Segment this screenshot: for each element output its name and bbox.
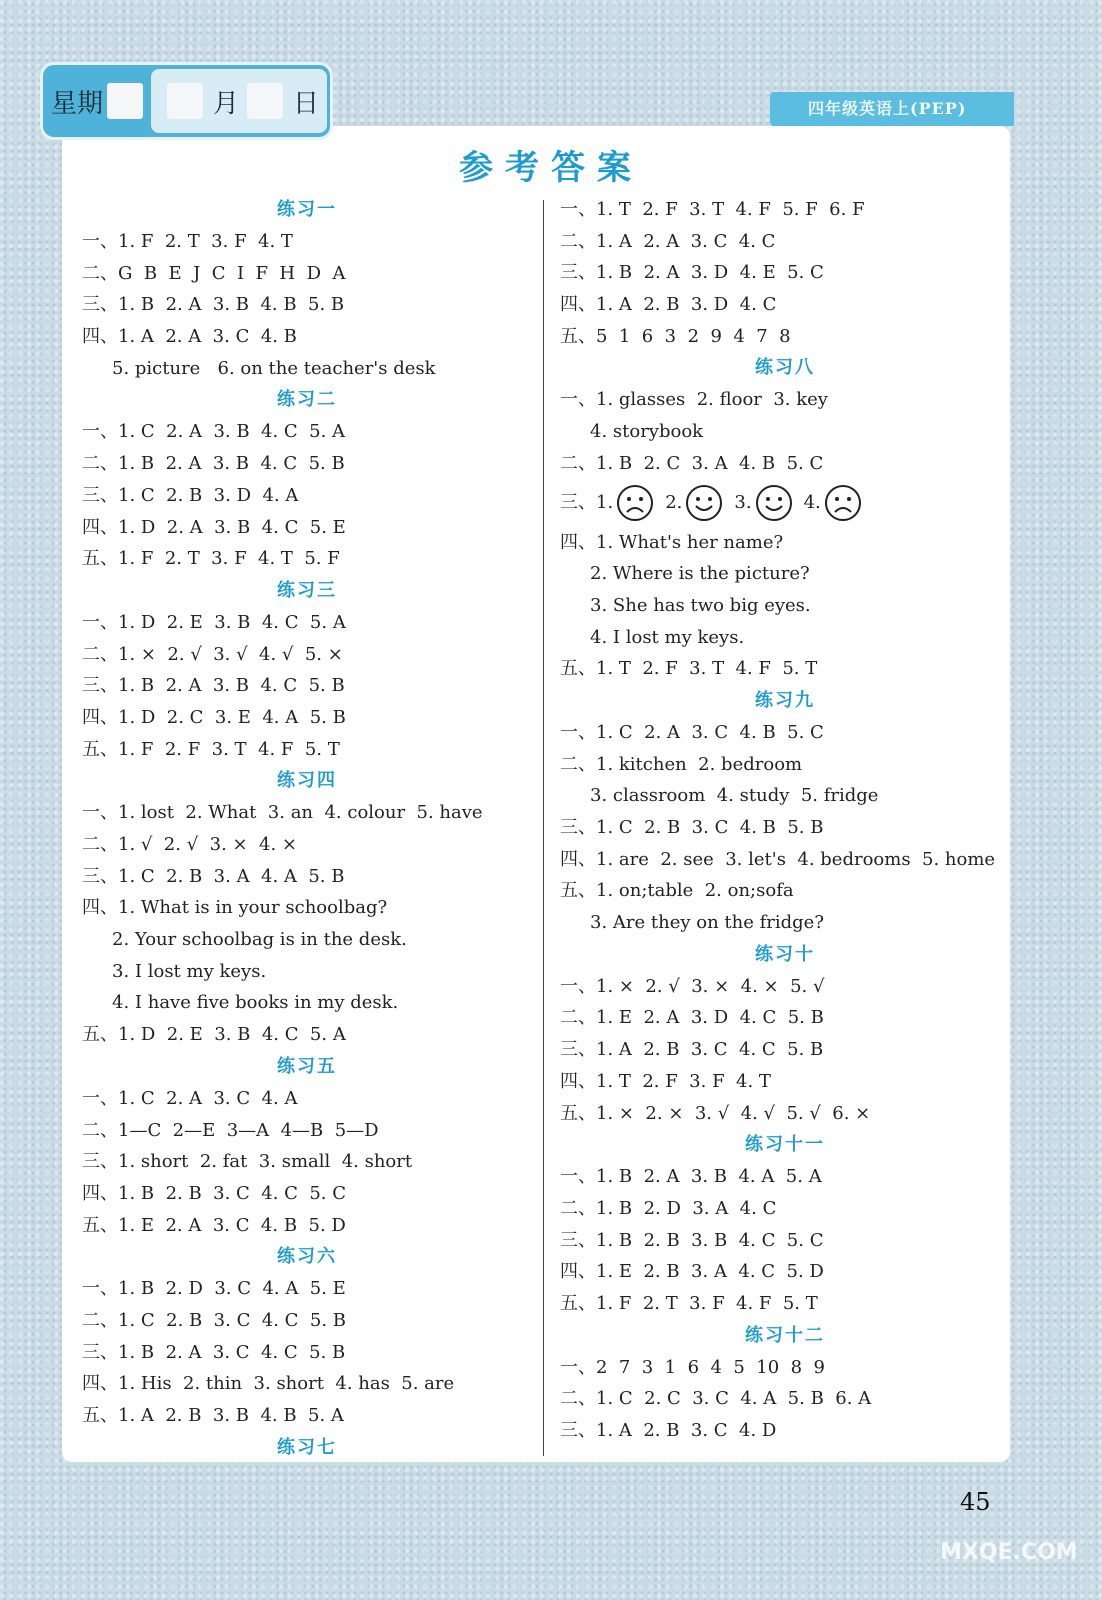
answer-line: 五、1. F 2. F 3. T 4. F 5. T — [82, 738, 340, 760]
section-heading: 练习六 — [277, 1246, 337, 1268]
section-heading: 练习十 — [755, 943, 815, 965]
answer-line: 五、1. T 2. F 3. T 4. F 5. T — [560, 658, 818, 680]
answer-line: 四、1. A 2. A 3. C 4. B — [82, 326, 297, 348]
grade-banner: 四年级英语上(PEP) — [770, 92, 1014, 126]
answer-line: 二、1. B 2. A 3. B 4. C 5. B — [82, 453, 345, 475]
week-box — [107, 83, 143, 119]
answer-line: 一、1. C 2. A 3. C 4. B 5. C — [560, 721, 824, 743]
answer-line: 五、1. E 2. A 3. C 4. B 5. D — [82, 1214, 346, 1236]
answer-line: 五、1. × 2. × 3. √ 4. √ 5. √ 6. × — [560, 1102, 871, 1124]
answer-line: 四、1. What's her name? — [560, 531, 784, 553]
sad-face-icon — [615, 483, 655, 523]
exercise-section — [560, 352, 1010, 685]
answer-line: 二、1. kitchen 2. bedroom — [560, 753, 803, 775]
answer-line: 四、1. His 2. thin 3. short 4. has 5. are — [82, 1373, 455, 1395]
answer-line: 4. I have five books in my desk. — [112, 992, 399, 1014]
answer-line: 二、1. B 2. C 3. A 4. B 5. C — [560, 452, 824, 474]
answer-line: 五、1. F 2. T 3. F 4. F 5. T — [560, 1292, 818, 1314]
exercise-section — [560, 685, 1010, 939]
happy-face-icon — [754, 483, 794, 523]
week-label: 星期 — [51, 89, 104, 119]
answer-line: 二、1. × 2. √ 3. √ 4. √ 5. × — [82, 643, 343, 665]
answer-line: 3. I lost my keys. — [112, 960, 267, 982]
answer-line: 二、1. E 2. A 3. D 4. C 5. B — [560, 1007, 824, 1029]
page-number: 45 — [960, 1488, 991, 1516]
answer-line: 四、1. D 2. A 3. B 4. C 5. E — [82, 516, 346, 538]
exercise-section — [560, 1320, 1010, 1447]
answer-line: 三、1. A 2. B 3. C 4. C 5. B — [560, 1039, 824, 1061]
section-heading: 练习九 — [755, 689, 815, 711]
day-box — [247, 83, 283, 119]
left-column — [82, 194, 532, 1464]
answer-prefix: 三、1. — [560, 492, 614, 514]
answer-line: 三、1. A 2. B 3. C 4. D — [560, 1420, 777, 1441]
answer-line: 四、1. T 2. F 3. F 4. T — [560, 1070, 771, 1092]
watermark: MXQE.COM — [940, 1540, 1078, 1565]
happy-face-icon — [684, 483, 724, 523]
section-heading: 练习一 — [277, 199, 337, 220]
section-heading: 练习五 — [277, 1055, 337, 1077]
section-heading: 练习十一 — [745, 1134, 825, 1156]
answer-line: 二、1—C 2—E 3—A 4—B 5—D — [82, 1119, 379, 1141]
answer-line: 二、1. √ 2. √ 3. × 4. × — [82, 834, 298, 855]
right-column — [560, 194, 1010, 1447]
answer-line: 一、2 7 3 1 6 4 5 10 8 9 — [560, 1356, 825, 1378]
answer-line: 三、1. B 2. A 3. B 4. B 5. B — [82, 294, 345, 316]
month-box — [167, 83, 203, 119]
answer-line: 4. I lost my keys. — [590, 626, 745, 648]
answer-line: 5. picture 6. on the teacher's desk — [112, 357, 436, 379]
answer-line: 四、1. What is in your schoolbag? — [82, 897, 388, 919]
exercise-section — [82, 384, 532, 574]
month-label: 月 — [213, 89, 240, 119]
date-bar — [40, 62, 333, 140]
answer-number: 3. — [734, 492, 752, 514]
answer-line: 三、1. B 2. A 3. D 4. E 5. C — [560, 262, 824, 284]
column-divider — [543, 200, 544, 1456]
answer-line: 四、1. B 2. B 3. C 4. C 5. C — [82, 1182, 347, 1204]
answer-line: 五、1. F 2. T 3. F 4. T 5. F — [82, 548, 340, 570]
answer-line: 三、1. B 2. A 3. B 4. C 5. B — [82, 675, 345, 697]
answer-line: 四、1. A 2. B 3. D 4. C — [560, 294, 777, 316]
answer-line: 三、1. C 2. B 3. C 4. B 5. B — [560, 817, 824, 838]
answer-line: 3. Are they on the fridge? — [590, 912, 824, 934]
face-answer-row — [560, 480, 1010, 527]
section-heading: 练习四 — [277, 770, 337, 792]
answer-line: 一、1. glasses 2. floor 3. key — [560, 389, 828, 411]
answer-line: 一、1. T 2. F 3. T 4. F 5. F 6. F — [560, 199, 865, 220]
answer-line: 五、1. A 2. B 3. B 4. B 5. A — [82, 1405, 344, 1426]
answer-line: 二、1. C 2. B 3. C 4. C 5. B — [82, 1309, 347, 1331]
answer-line: 四、1. are 2. see 3. let's 4. bedrooms 5. home — [560, 848, 996, 870]
answer-line: 五、1. D 2. E 3. B 4. C 5. A — [82, 1024, 346, 1046]
sad-face-icon — [823, 483, 863, 523]
answer-number: 4. — [803, 492, 821, 514]
exercise-section — [82, 1432, 532, 1464]
day-label: 日 — [293, 89, 320, 119]
answer-line: 3. classroom 4. study 5. fridge — [590, 785, 879, 807]
exercise-section — [82, 765, 532, 1051]
section-heading: 练习七 — [277, 1436, 337, 1458]
answer-line: 一、1. lost 2. What 3. an 4. colour 5. have — [82, 802, 483, 824]
exercise-section — [82, 194, 532, 384]
answer-line: 三、1. short 2. fat 3. small 4. short — [82, 1151, 413, 1173]
exercise-section — [82, 1241, 532, 1431]
answer-line: 2. Your schoolbag is in the desk. — [112, 929, 407, 951]
answer-line: 3. She has two big eyes. — [590, 594, 811, 616]
answer-line: 三、1. B 2. B 3. B 4. C 5. C — [560, 1229, 824, 1251]
answer-line: 五、5 1 6 3 2 9 4 7 8 — [560, 325, 791, 347]
answer-line: 三、1. C 2. B 3. D 4. A — [82, 484, 299, 506]
exercise-section — [82, 575, 532, 765]
answer-line: 四、1. D 2. C 3. E 4. A 5. B — [82, 706, 346, 728]
answer-line: 三、1. B 2. A 3. C 4. C 5. B — [82, 1341, 346, 1363]
section-heading: 练习三 — [277, 579, 337, 601]
exercise-section — [82, 1051, 532, 1241]
answer-line: 一、1. C 2. A 3. B 4. C 5. A — [82, 421, 346, 443]
exercise-section — [560, 194, 1010, 352]
answer-line: 一、1. × 2. √ 3. × 4. × 5. √ — [560, 975, 825, 997]
answer-line: 一、1. F 2. T 3. F 4. T — [82, 231, 293, 252]
exercise-section — [560, 1129, 1010, 1319]
answer-line: 二、1. C 2. C 3. C 4. A 5. B 6. A — [560, 1388, 872, 1410]
answer-line: 一、1. B 2. A 3. B 4. A 5. A — [560, 1166, 822, 1188]
section-heading: 练习十二 — [745, 1324, 825, 1346]
answer-line: 一、1. B 2. D 3. C 4. A 5. E — [82, 1278, 346, 1300]
section-heading: 练习二 — [277, 389, 337, 411]
answer-line: 三、1. C 2. B 3. A 4. A 5. B — [82, 865, 345, 887]
answer-line: 4. storybook — [590, 421, 704, 443]
answer-line: 二、1. B 2. D 3. A 4. C — [560, 1197, 777, 1219]
answer-line: 一、1. D 2. E 3. B 4. C 5. A — [82, 611, 346, 633]
answer-line: 二、1. A 2. A 3. C 4. C — [560, 230, 776, 252]
exercise-section — [560, 939, 1010, 1129]
answer-line: 五、1. on;table 2. on;sofa — [560, 880, 794, 902]
page-title: 参考答案 — [459, 148, 643, 188]
answer-line: 一、1. C 2. A 3. C 4. A — [82, 1087, 298, 1109]
answer-number: 2. — [665, 492, 683, 514]
section-heading: 练习八 — [755, 357, 815, 379]
answer-line: 二、G B E J C I F H D A — [82, 262, 346, 284]
answer-line: 四、1. E 2. B 3. A 4. C 5. D — [560, 1261, 824, 1283]
answer-line: 2. Where is the picture? — [590, 563, 810, 585]
